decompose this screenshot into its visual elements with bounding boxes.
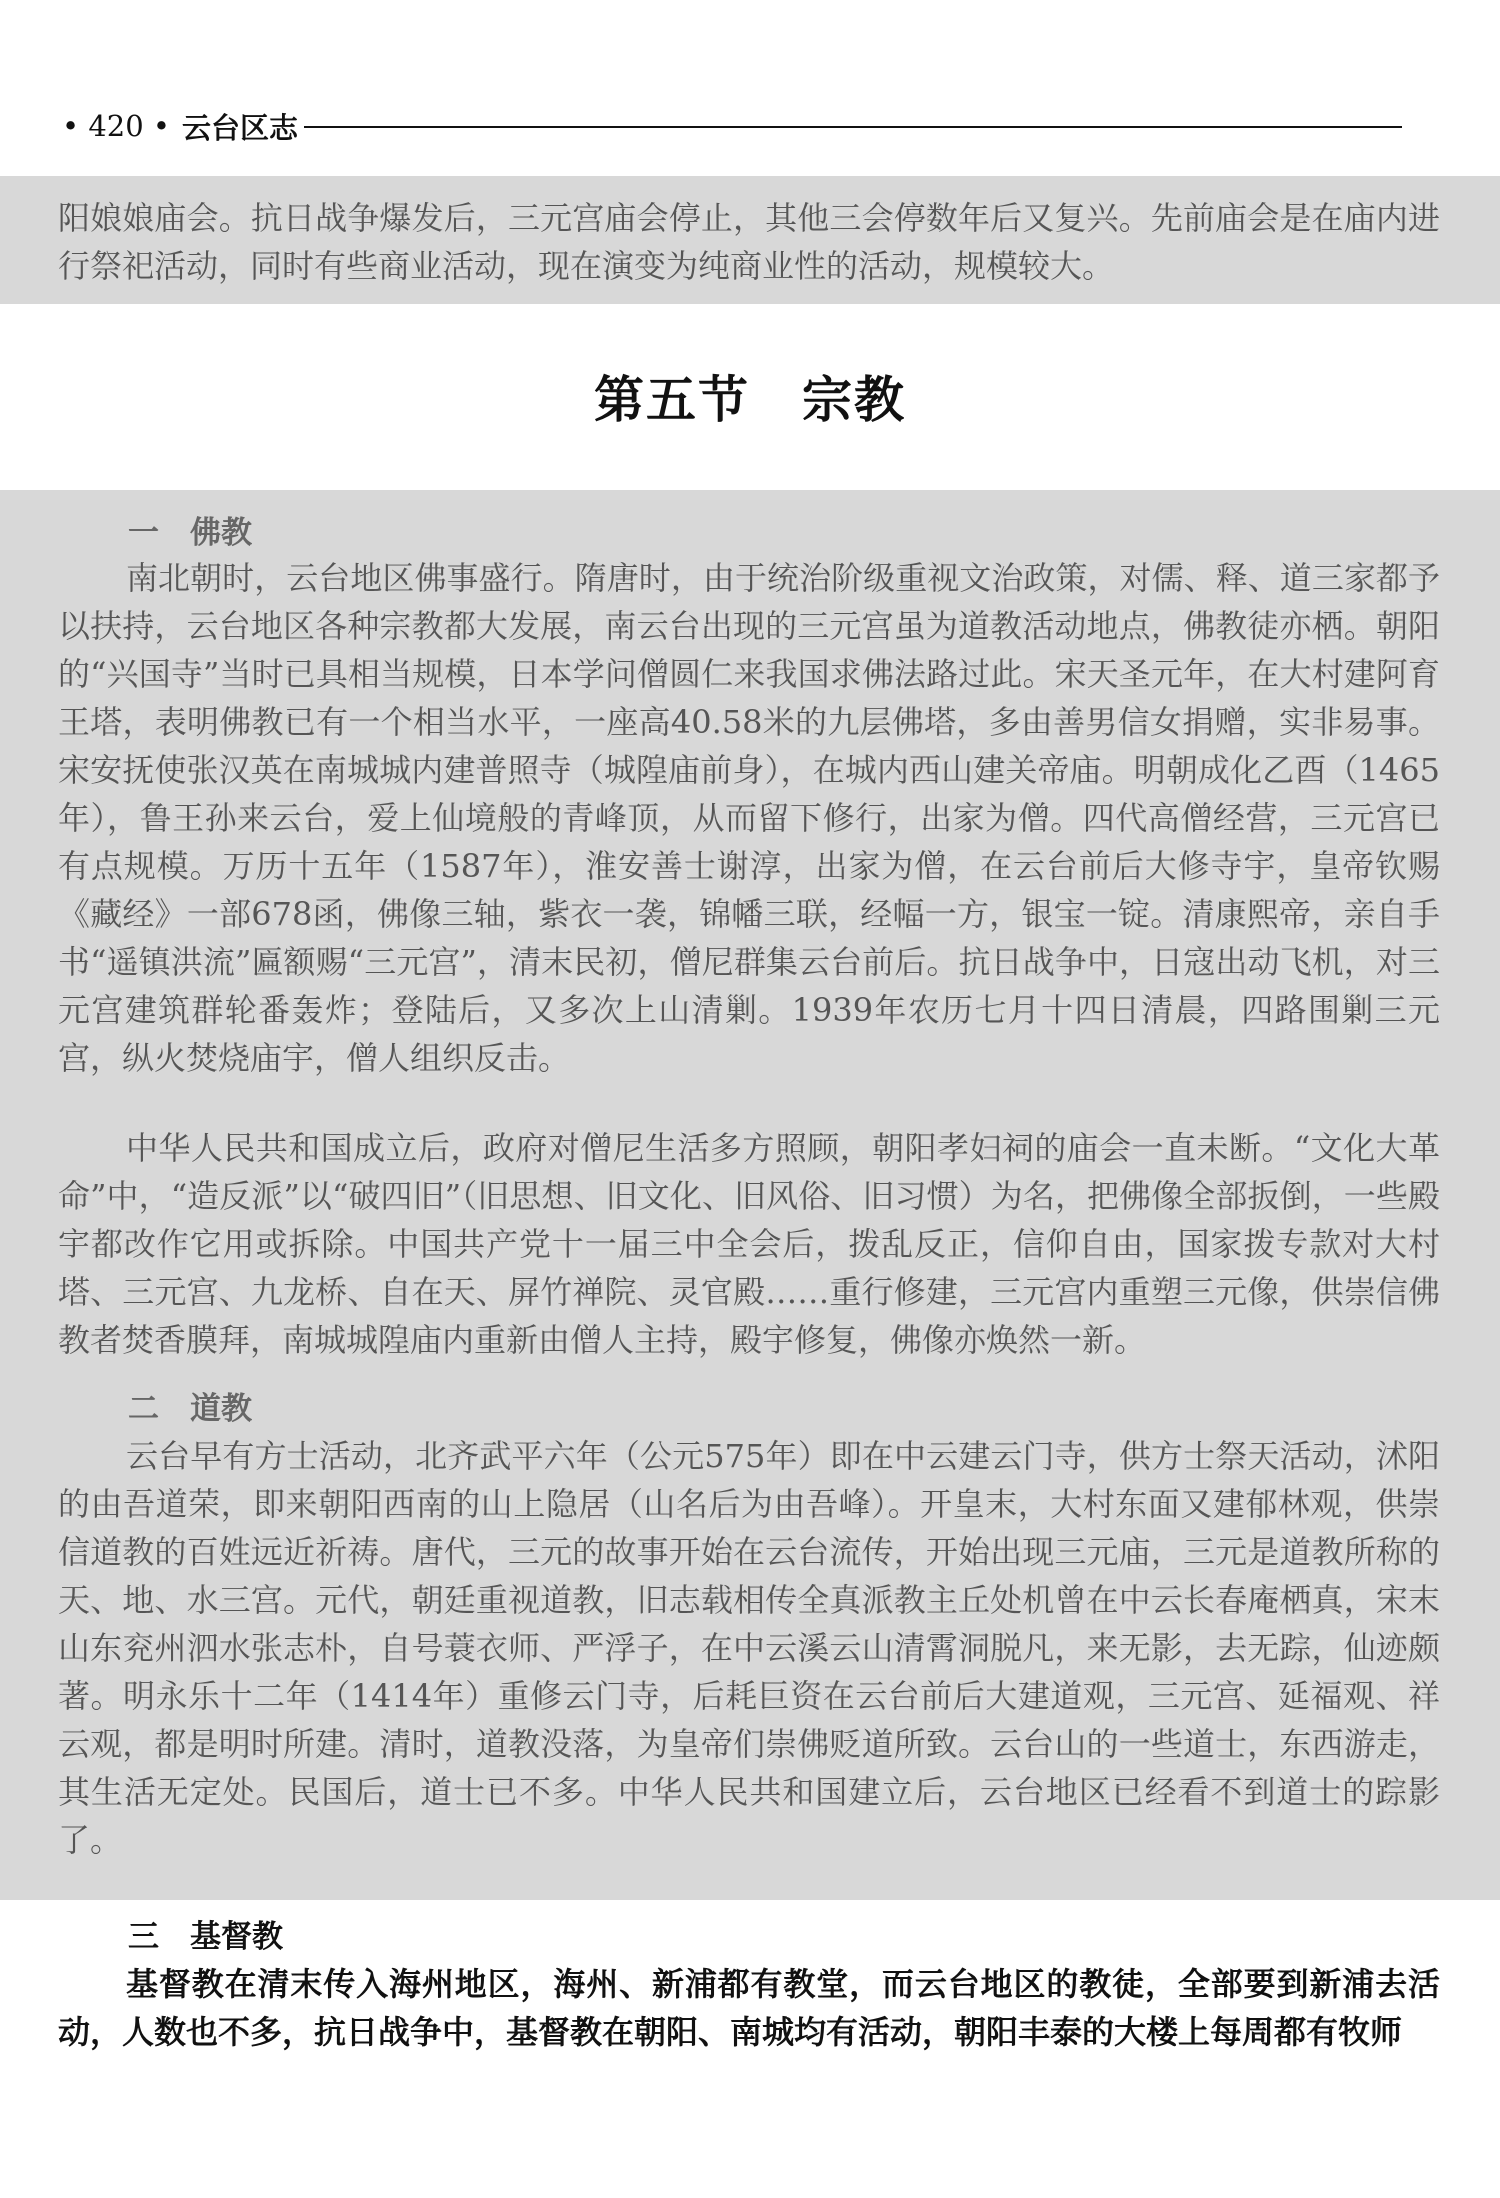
book-title: 云台区志 (182, 110, 299, 145)
header-rule (304, 126, 1402, 128)
paragraph-taoism-1: 云台早有方士活动，北齐武平六年（公元575年）即在中云建云门寺，供方士祭天活动，沭阳的由吾道荣，即来朝阳西南的山上隐居（山名后为由吾峰）。开皇末，大村东面又建郁林观，供崇信道教的百姓远近祈祷。唐代，三元的故事开始在云台流传，开始出现三元庙，三元是道教所称的天、地、水三宫。元代，朝廷重视道教，旧志载相传全真派教主丘处机曾在中云长春庵栖真，宋末山东兖州泗水张志朴，自号蓑衣师、严浮子，在中云溪云山清霄洞脱凡，来无影，去无踪，仙迹颇著。明永乐十二年（1414年）重修云门寺，后耗巨资在云台前后大建道观，三元宫、延福观、祥云观，都是明时所建。清时，道教没落，为皇帝们崇佛贬道所致。云台山的一些道士，东西游走，其生活无定处。民国后，道士已不多。中华人民共和国建立后，云台地区已经看不到道士的踪影了。 (58, 1437, 1440, 1859)
subsection-heading-christianity: 三 基督教 (128, 1919, 283, 1955)
subsection-heading-buddhism: 一 佛教 (128, 515, 252, 551)
paragraph-buddhism-1: 南北朝时，云台地区佛事盛行。隋唐时，由于统治阶级重视文治政策，对儒、释、道三家都予以扶持，云台地区各种宗教都大发展，南云台出现的三元宫虽为道教活动地点，佛教徒亦栖。朝阳的“兴国寺”当时已具相当规模，日本学问僧圆仁来我国求佛法路过此。宋天圣元年，在大村建阿育王塔，表明佛教已有一个相当水平，一座高40.58米的九层佛塔，多由善男信女捐赠，实非易事。宋安抚使张汉英在南城城内建普照寺（城隍庙前身），在城内西山建关帝庙。明朝成化乙酉（1465年），鲁王孙来云台，爱上仙境般的青峰顶，从而留下修行，出家为僧。四代高僧经营，三元宫已有点规模。万历十五年（1587年），淮安善士谢淳，出家为僧，在云台前后大修寺宇，皇帝钦赐《藏经》一部678函，佛像三轴，紫衣一袭，锦幡三联，经幅一方，银宝一锭。清康熙帝，亲自手书“遥镇洪流”匾额赐“三元宫”，清末民初，僧尼群集云台前后。抗日战争中，日寇出动飞机，对三元宫建筑群轮番轰炸；登陆后，又多次上山清剿。1939年农历七月十四日清晨，四路围剿三元宫，纵火焚烧庙宇，僧人组织反击。 (58, 559, 1440, 1077)
section-title: 第五节 宗教 (594, 371, 906, 429)
paragraph-buddhism-2: 中华人民共和国成立后，政府对僧尼生活多方照顾，朝阳孝妇祠的庙会一直未断。“文化大革命”中，“造反派”以“破四旧”（旧思想、旧文化、旧风俗、旧习惯）为名，把佛像全部扳倒，一些殿宇都改作它用或拆除。中国共产党十一届三中全会后，拨乱反正，信仰自由，国家拨专款对大村塔、三元宫、九龙桥、自在天、屏竹禅院、灵官殿……重行修建，三元宫内重塑三元像，供崇信佛教者焚香膜拜，南城城隍庙内重新由僧人主持，殿宇修复，佛像亦焕然一新。 (58, 1129, 1440, 1359)
subsection-heading-taoism: 二 道教 (128, 1391, 252, 1427)
paragraph-christianity-1: 基督教在清末传入海州地区，海州、新浦都有教堂，而云台地区的教徒，全部要到新浦去活动，人数也不多，抗日战争中，基督教在朝阳、南城均有活动，朝阳丰泰的大楼上每周都有牧师 (58, 1965, 1440, 2051)
continuation-paragraph: 阳娘娘庙会。抗日战争爆发后，三元宫庙会停止，其他三会停数年后又复兴。先前庙会是在庙内进行祭祀活动，同时有些商业活动，现在演变为纯商业性的活动，规模较大。 (58, 199, 1440, 285)
page-number: • 420 • (62, 109, 170, 143)
running-header (62, 104, 1402, 148)
